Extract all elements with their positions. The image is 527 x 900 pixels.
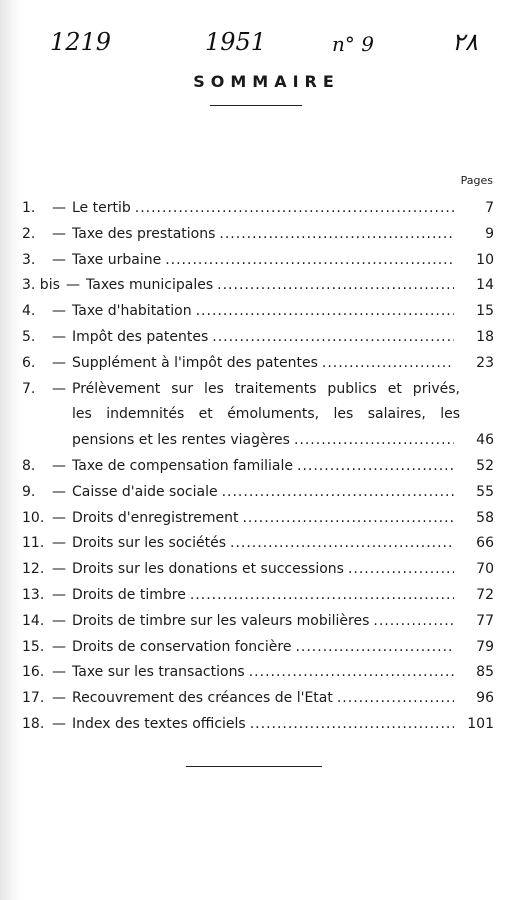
toc-dash: — [52, 638, 66, 655]
dot-leader [295, 635, 454, 661]
table-of-contents [22, 196, 494, 738]
toc-dash: — [52, 690, 66, 707]
toc-dash: — [66, 277, 80, 294]
toc-dash: — [52, 354, 66, 371]
handwritten-issue-number: n° 9 [332, 32, 374, 56]
toc-entry [22, 686, 494, 712]
toc-entry-label: Supplément à l'impôt des patentes [72, 354, 318, 371]
dot-leader [219, 222, 454, 248]
dot-leader [190, 583, 454, 609]
dot-leader [348, 557, 454, 583]
toc-dash: — [52, 664, 66, 681]
toc-entry [22, 480, 494, 506]
toc-entry-label: Droits de timbre [72, 586, 186, 603]
toc-entry-label: Taxe des prestations [72, 225, 216, 242]
toc-entry-number: 4. [22, 303, 36, 320]
toc-entry [22, 609, 494, 635]
toc-dash: — [52, 225, 66, 242]
scan-edge-shadow [0, 0, 22, 900]
dot-leader [297, 454, 454, 480]
dot-leader [373, 609, 454, 635]
toc-entry-page: 101 [467, 715, 494, 732]
dot-leader [222, 480, 454, 506]
toc-entry-number: 14. [22, 612, 45, 629]
toc-entry-page: 96 [476, 690, 494, 707]
toc-entry-label: Index des textes officiels [72, 715, 246, 732]
handwritten-year: 1951 [205, 28, 267, 56]
page-title: SOMMAIRE [193, 72, 340, 91]
toc-entry [22, 454, 494, 480]
toc-entry-page: 52 [476, 457, 494, 474]
toc-dash: — [52, 561, 66, 578]
toc-entry-number: 2. [22, 225, 36, 242]
toc-entry-label: pensions et les rentes viagères [72, 432, 290, 449]
toc-entry-number: 13. [22, 586, 45, 603]
toc-dash: — [52, 586, 66, 603]
toc-entry-label: Taxe d'habitation [72, 303, 192, 320]
handwritten-number-right: ٢٨ [452, 28, 478, 56]
toc-entry-number: 7. [22, 380, 36, 397]
toc-entry-number: 12. [22, 561, 45, 578]
toc-entry-label: Caisse d'aide sociale [72, 483, 218, 500]
toc-entry-label: Le tertib [72, 200, 131, 216]
toc-entry-label: Prélèvement sur les traitements publics et privés, [72, 380, 460, 397]
toc-entry [22, 506, 494, 532]
toc-entry-page: 58 [476, 509, 494, 526]
end-rule [186, 766, 322, 767]
dot-leader [337, 686, 454, 712]
toc-entry-page: 9 [485, 225, 494, 242]
toc-entry-page: 10 [476, 251, 494, 268]
title-underline [210, 105, 302, 106]
toc-entry-page: 46 [476, 432, 494, 449]
toc-entry-number: 10. [22, 509, 45, 526]
toc-entry [22, 635, 494, 661]
dot-leader [217, 273, 454, 299]
toc-entry [22, 273, 494, 299]
handwritten-number-left: 1219 [50, 28, 112, 56]
toc-entry-label: Droits sur les donations et successions [72, 561, 344, 578]
toc-entry-label: Taxe sur les transactions [72, 664, 245, 681]
toc-entry-label: Taxe urbaine [72, 251, 162, 268]
toc-entry-number: 3. bis [22, 277, 60, 294]
toc-entry-number: 18. [22, 715, 45, 732]
toc-entry-page: 18 [476, 328, 494, 345]
toc-entry [22, 712, 494, 738]
toc-entry-number: 8. [22, 457, 36, 474]
dot-leader [249, 660, 454, 686]
toc-dash: — [52, 612, 66, 629]
toc-entry-page: 23 [476, 354, 494, 371]
toc-entry-page: 55 [476, 483, 494, 500]
dot-leader [135, 196, 454, 222]
toc-entry [22, 660, 494, 686]
toc-dash: — [52, 328, 66, 345]
toc-entry-label: Taxe de compensation familiale [72, 457, 293, 474]
toc-entry-number: 17. [22, 690, 45, 707]
toc-entry-page: 72 [476, 586, 494, 603]
toc-entry [22, 377, 494, 454]
toc-entry-label: Droits de conservation foncière [72, 638, 292, 655]
toc-dash: — [52, 303, 66, 320]
dot-leader [230, 531, 454, 557]
dot-leader [165, 248, 454, 274]
toc-entry [22, 583, 494, 609]
pages-column-header: Pages [460, 174, 493, 187]
dot-leader [322, 351, 454, 377]
toc-dash: — [52, 483, 66, 500]
toc-entry-number: 16. [22, 664, 45, 681]
toc-entry-label: les indemnités et émoluments, les salaires, les [72, 406, 460, 423]
toc-dash: — [52, 715, 66, 732]
toc-entry-label: Impôt des patentes [72, 328, 209, 345]
toc-entry-number: 1. [22, 200, 36, 216]
toc-entry-page: 66 [476, 535, 494, 552]
toc-entry-number: 11. [22, 535, 45, 552]
toc-dash: — [52, 251, 66, 268]
toc-entry-number: 15. [22, 638, 45, 655]
toc-entry-page: 79 [476, 638, 494, 655]
toc-entry-label: Taxes municipales [86, 277, 214, 294]
dot-leader [212, 325, 454, 351]
toc-dash: — [52, 509, 66, 526]
toc-entry [22, 299, 494, 325]
toc-entry-page: 70 [476, 561, 494, 578]
dot-leader [242, 506, 454, 532]
toc-entry [22, 196, 494, 222]
toc-entry-number: 5. [22, 328, 36, 345]
toc-entry-page: 14 [476, 277, 494, 294]
toc-entry-number: 3. [22, 251, 36, 268]
toc-entry [22, 325, 494, 351]
toc-entry-page: 7 [485, 200, 494, 216]
toc-entry [22, 351, 494, 377]
toc-dash: — [52, 200, 66, 216]
toc-entry-label: Droits de timbre sur les valeurs mobilières [72, 612, 370, 629]
toc-dash: — [52, 535, 66, 552]
toc-entry-label: Droits d'enregistrement [72, 509, 239, 526]
toc-entry [22, 248, 494, 274]
dot-leader [196, 299, 454, 325]
toc-entry-label: Droits sur les sociétés [72, 535, 226, 552]
dot-leader [294, 428, 454, 454]
toc-entry [22, 222, 494, 248]
toc-entry [22, 557, 494, 583]
toc-entry-page: 77 [476, 612, 494, 629]
toc-entry-number: 6. [22, 354, 36, 371]
toc-entry [22, 531, 494, 557]
toc-entry-label: Recouvrement des créances de l'Etat [72, 690, 333, 707]
toc-dash: — [52, 380, 66, 397]
toc-entry-number: 9. [22, 483, 36, 500]
toc-dash: — [52, 457, 66, 474]
dot-leader [250, 712, 454, 738]
toc-entry-page: 15 [476, 303, 494, 320]
toc-entry-page: 85 [476, 664, 494, 681]
